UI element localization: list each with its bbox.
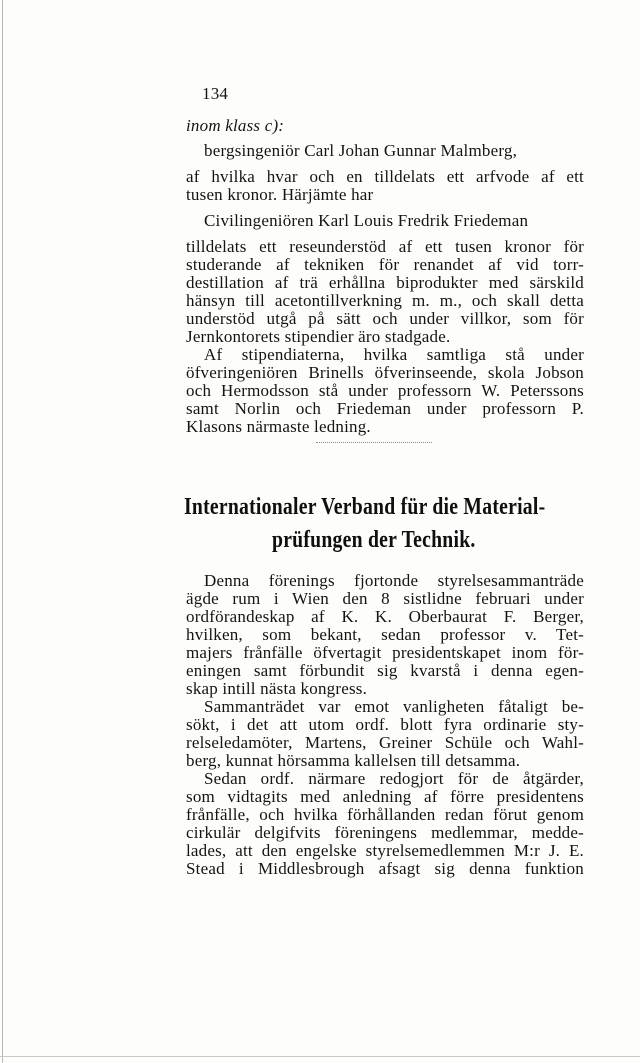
section1-line: destillation af trä erhållna biprodukter med särskild (186, 273, 584, 292)
section2-line: majers frånfälle öfvertagit presidentskapet inom för- (186, 643, 584, 662)
section1-line: bergsingeniör Carl Johan Gunnar Malmberg, (204, 141, 518, 160)
section1-line: tusen kronor. Härjämte har (186, 185, 374, 204)
section2-line: Stead i Middlesbrough afsagt sig denna funktion (186, 859, 584, 878)
section1-line: Klasons närmaste ledning. (186, 417, 371, 436)
section2-line: Sammanträdet var emot vanligheten fåtaligt be- (204, 697, 584, 716)
section2-line: som vidtagits med anledning af förre presidentens (186, 787, 584, 806)
section1-line: hänsyn till acetontillverkning m. m., och skall detta (186, 291, 584, 310)
page-bottom-edge (0, 1056, 640, 1057)
section1-intro: inom klass c): (186, 116, 285, 135)
section1-line: studerande af tekniken för renandet af vid torr- (186, 255, 584, 274)
page-number: 134 (202, 84, 229, 103)
section1-line: Jernkontorets stipendier äro stadgade. (186, 327, 451, 346)
section1-line: Af stipendiaterna, hvilka samtliga stå under (204, 345, 584, 364)
section1-line: samt Norlin och Friedeman under professorn P. (186, 399, 584, 418)
section2-line: lades, att den engelske styrelsemedlemmen M:r J. E. (186, 841, 584, 860)
section2-line: berg, kunnat hörsamma kallelsen till detsamma. (186, 751, 521, 770)
section2-line: cirkulär delgifvits föreningens medlemmar, medde- (186, 823, 584, 842)
section2-line: ägde rum i Wien den 8 sistlidne februari under (186, 589, 584, 608)
section2-line: Sedan ordf. närmare redogjort för de åtgärder, (204, 769, 584, 788)
section1-line: Civilingeniören Karl Louis Fredrik Friedeman (204, 211, 529, 230)
section2-heading-line1: Internationaler Verband für die Material- (184, 494, 546, 520)
section1-line: och Hermodsson stå under professorn W. Peterssons (186, 381, 584, 400)
section2-line: skap intill nästa kongress. (186, 679, 368, 698)
section-divider (316, 442, 432, 444)
section1-line: understöd utgå på sätt och under villkor, som för (186, 309, 584, 328)
section1-line: tilldelats ett reseunderstöd af ett tusen kronor för (186, 237, 584, 256)
section2-heading-line2: prüfungen der Technik. (272, 527, 476, 553)
section2-line: relseledamöter, Martens, Greiner Schüle och Wahl- (186, 733, 584, 752)
page-left-edge (2, 0, 3, 1063)
section2-line: sökt, i det att utom ordf. blott fyra ordinarie sty- (186, 715, 584, 734)
section2-line: frånfälle, och hvilka förhållanden redan förut genom (186, 805, 584, 824)
section1-line: af hvilka hvar och en tilldelats ett arfvode af ett (186, 167, 584, 186)
section2-line: ordförandeskap af K. K. Oberbaurat F. Berger, (186, 607, 584, 626)
section2-line: eningen samt förbundit sig kvarstå i denna egen- (186, 661, 584, 680)
section1-line: öfveringeniören Brinells öfverinseende, skola Jobson (186, 363, 584, 382)
section2-line: hvilken, som bekant, sedan professor v. Tet- (186, 625, 584, 644)
section2-line: Denna förenings fjortonde styrelsesammanträde (204, 571, 584, 590)
